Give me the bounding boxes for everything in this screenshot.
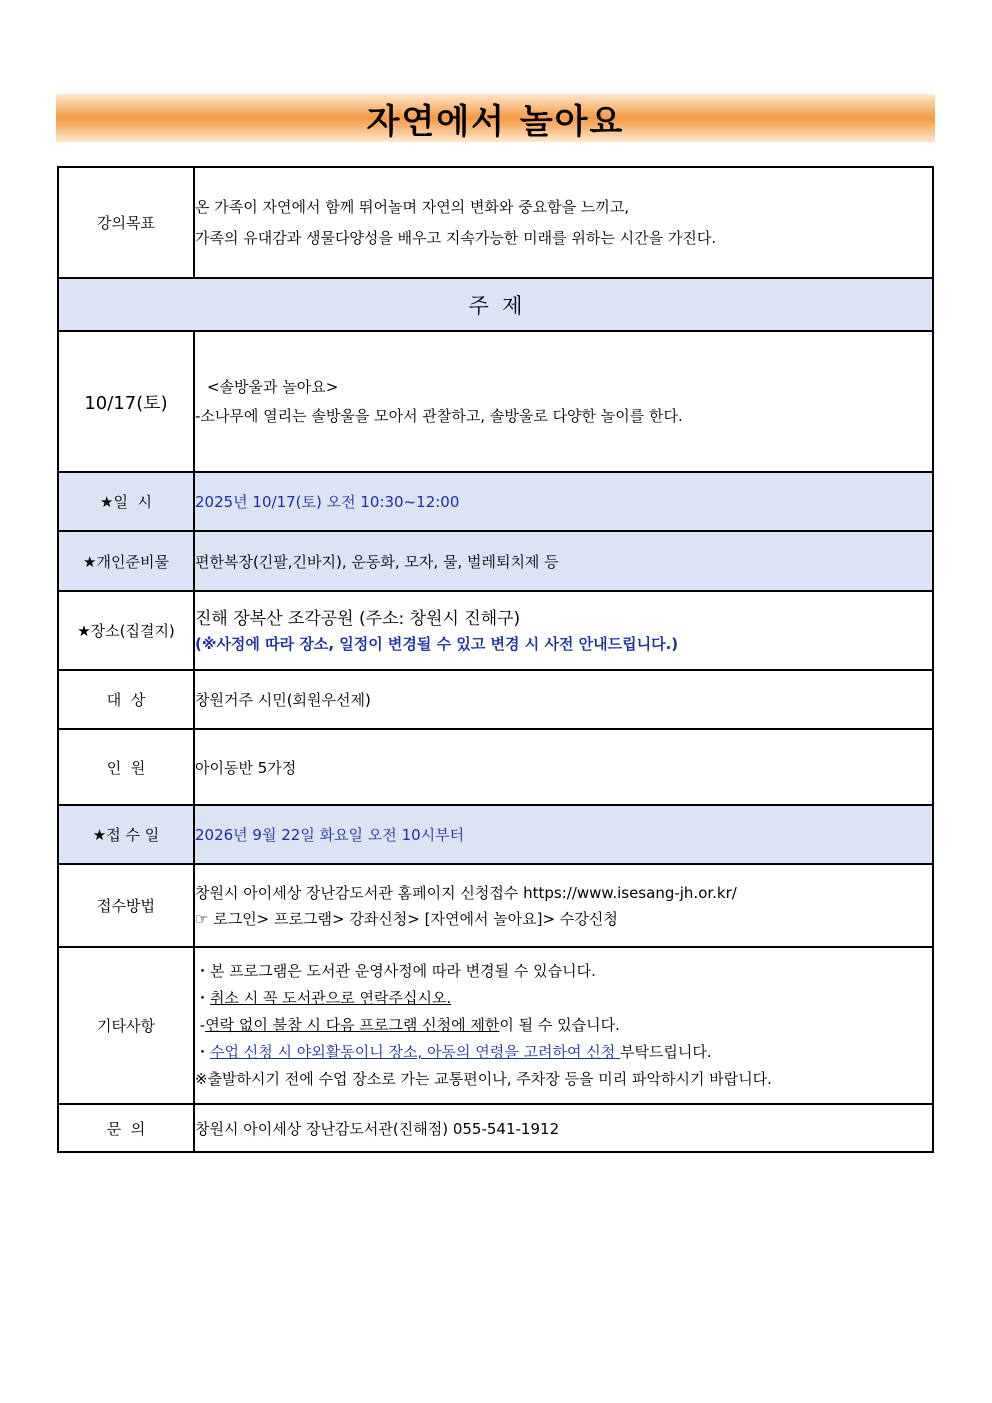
target-row — [58, 670, 933, 729]
etc-cancel-notice: 취소 시 꼭 도서관으로 연락주십시오. — [210, 989, 452, 1007]
etc-line-4-tail: 부탁드립니다. — [619, 1043, 712, 1061]
supplies-label: ★개인준비물 — [58, 531, 194, 591]
schedule-label: ★일 시 — [58, 472, 194, 531]
goal-label: 강의목표 — [58, 167, 194, 278]
etc-line-1: ・본 프로그램은 도서관 운영사정에 따라 변경될 수 있습니다. — [195, 962, 596, 980]
capacity-value: 아이동반 5가정 — [194, 729, 933, 805]
etc-line-5: ※출발하시기 전에 수업 장소로 가는 교통편이나, 주차장 등을 미리 파악하시기 바랍니다. — [195, 1070, 772, 1088]
etc-line-3-tail: 이 될 수 있습니다. — [499, 1016, 620, 1034]
etc-consider-notice: 수업 신청 시 야외활동이니 장소, 아동의 연령을 고려하여 신청 — [210, 1043, 620, 1061]
theme-header: 주 제 — [58, 278, 933, 331]
method-row — [58, 864, 933, 947]
etc-row — [58, 947, 933, 1104]
place-note: (※사정에 따라 장소, 일정이 변경될 수 있고 변경 시 사전 안내드립니다.) — [195, 634, 679, 653]
goal-row — [58, 167, 933, 278]
goal-line-2: 가족의 유대감과 생물다양성을 배우고 지속가능한 미래를 위하는 시간을 가진다. — [195, 228, 717, 247]
capacity-label: 인 원 — [58, 729, 194, 805]
target-value: 창원거주 시민(회원우선제) — [194, 670, 933, 729]
supplies-row — [58, 531, 933, 591]
method-line-1: 창원시 아이세상 장난감도서관 홈페이지 신청접수 https://www.isesang-jh.or.kr/ — [195, 883, 737, 902]
registration-value: 2026년 9월 22일 화요일 오전 10시부터 — [194, 805, 933, 864]
capacity-row — [58, 729, 933, 805]
etc-bullet: ・ — [195, 1043, 211, 1061]
inquiry-value: 창원시 아이세상 장난감도서관(진해점) 055-541-1912 — [194, 1104, 933, 1152]
registration-row — [58, 805, 933, 864]
schedule-row — [58, 472, 933, 531]
session-row — [58, 331, 933, 472]
method-label: 접수방법 — [58, 864, 194, 947]
etc-dash: - — [195, 1016, 206, 1034]
goal-content — [194, 167, 933, 278]
goal-line-1: 온 가족이 자연에서 함께 뛰어놀며 자연의 변화와 중요함을 느끼고, — [195, 197, 630, 216]
etc-content — [194, 947, 933, 1104]
title-banner — [56, 94, 935, 142]
inquiry-label: 문 의 — [58, 1104, 194, 1152]
etc-label: 기타사항 — [58, 947, 194, 1104]
place-value: 진해 장복산 조각공원 (주소: 창원시 진해구) — [195, 608, 521, 629]
etc-line-2 — [195, 985, 932, 1012]
session-content — [194, 331, 933, 472]
schedule-value: 2025년 10/17(토) 오전 10:30~12:00 — [194, 472, 933, 531]
etc-line-3 — [195, 1012, 932, 1039]
session-title: <솔방울과 놀아요> — [207, 377, 339, 396]
method-content — [194, 864, 933, 947]
place-row — [58, 591, 933, 670]
program-info-table — [57, 166, 934, 1153]
place-content — [194, 591, 933, 670]
session-date: 10/17(토) — [58, 331, 194, 472]
session-desc: -소나무에 열리는 솔방울을 모아서 관찰하고, 솔방울로 다양한 놀이를 한다. — [195, 406, 683, 425]
place-label: ★장소(집결지) — [58, 591, 194, 670]
etc-bullet: ・ — [195, 989, 211, 1007]
registration-label: ★접 수 일 — [58, 805, 194, 864]
supplies-value: 편한복장(긴팔,긴바지), 운동화, 모자, 물, 벌레퇴치제 등 — [194, 531, 933, 591]
method-line-2: ☞ 로그인> 프로그램> 강좌신청> [자연에서 놀아요]> 수강신청 — [195, 909, 618, 928]
inquiry-row — [58, 1104, 933, 1152]
etc-restriction-notice: 연락 없이 불참 시 다음 프로그램 신청에 제한 — [205, 1016, 500, 1034]
theme-header-row — [58, 278, 933, 331]
etc-line-4 — [195, 1039, 932, 1066]
target-label: 대 상 — [58, 670, 194, 729]
page-title: 자연에서 놀아요 — [366, 101, 625, 142]
